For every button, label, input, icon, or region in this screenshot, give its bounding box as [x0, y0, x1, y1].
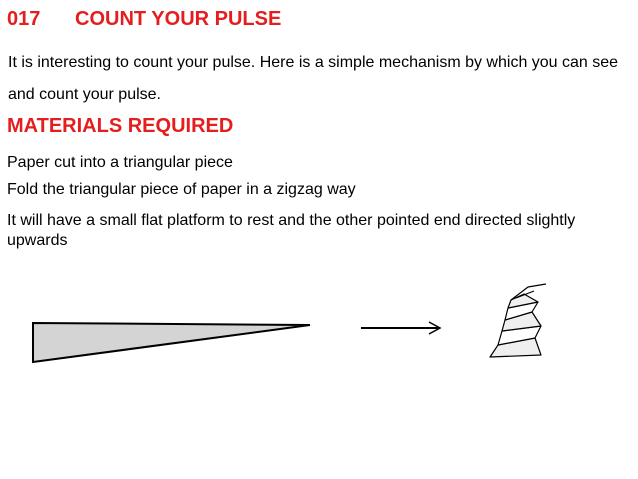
material-item-3: It will have a small flat platform to rest and the other pointed end directed slightly upwards	[7, 212, 576, 249]
intro-paragraph: It is interesting to count your pulse. Here is a simple mechanism by which you can see and count your pulse.	[8, 54, 619, 103]
page-title	[7, 8, 281, 31]
material-item-1: Paper cut into a triangular piece	[7, 154, 233, 171]
material-item-2: Fold the triangular piece of paper in a zigzag way	[7, 181, 356, 198]
section-title: COUNT YOUR PULSE	[75, 8, 282, 30]
arrow-right-icon	[361, 322, 440, 334]
triangular-paper	[33, 323, 310, 362]
section-number: 017	[7, 8, 41, 30]
paper-fold-figure	[0, 270, 638, 390]
materials-heading: MATERIALS REQUIRED	[7, 115, 234, 137]
zigzag-folded-paper	[490, 284, 546, 357]
